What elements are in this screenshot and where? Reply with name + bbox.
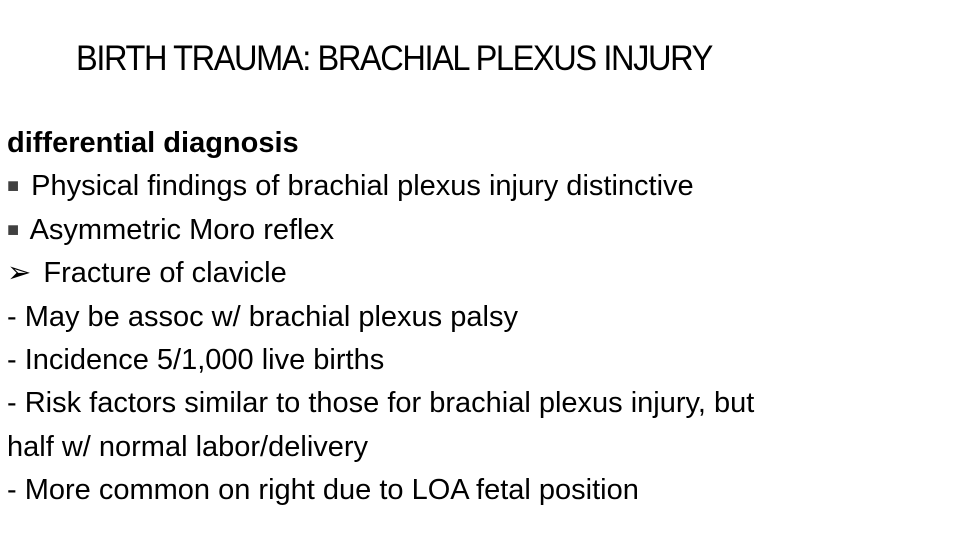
sub-item: - Incidence 5/1,000 live births (7, 344, 385, 377)
square-bullet-icon: ■ (7, 218, 20, 241)
bullet-item (7, 165, 953, 208)
bullet-item-text: Physical findings of brachial plexus injury distinctive (31, 170, 694, 203)
sub-item-continuation: half w/ normal labor/delivery (7, 430, 369, 463)
arrow-bullet-icon: ➢ (7, 257, 32, 290)
bullet-item (7, 209, 953, 252)
slide-title: BIRTH TRAUMA: BRACHIAL PLEXUS INJURY (76, 39, 712, 78)
sub-item: - May be assoc w/ brachial plexus palsy (7, 300, 518, 333)
slide-body (7, 122, 953, 513)
arrow-item (7, 252, 953, 295)
bullet-item-text: Asymmetric Moro reflex (29, 213, 335, 246)
sub-item: - More common on right due to LOA fetal position (7, 474, 639, 507)
section-heading: differential diagnosis (7, 127, 299, 159)
sub-item: - Risk factors similar to those for brachial plexus injury, but (7, 387, 755, 420)
square-bullet-icon: ■ (7, 175, 20, 198)
arrow-item-text: Fracture of clavicle (43, 257, 287, 290)
